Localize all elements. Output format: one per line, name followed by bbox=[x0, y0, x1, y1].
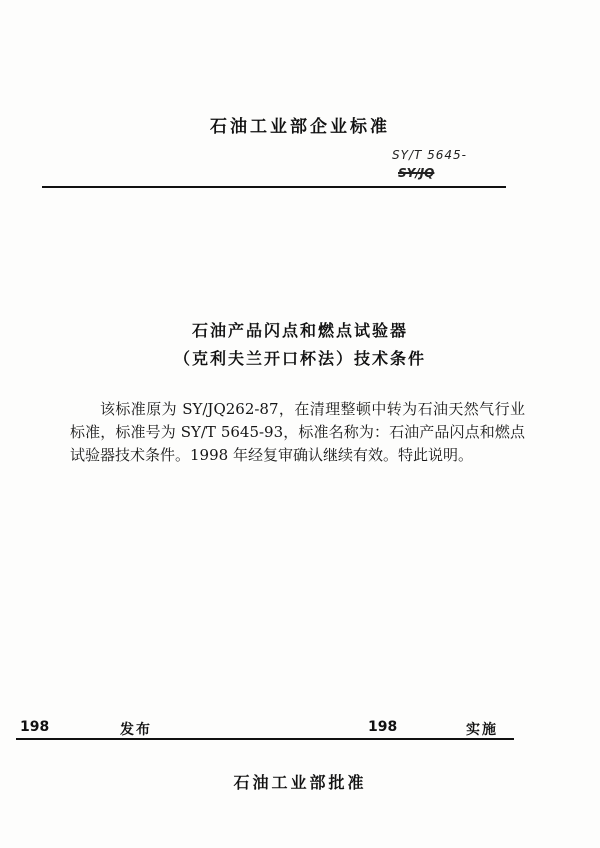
footer-divider bbox=[16, 738, 514, 740]
approver-line: 石油工业部批准 bbox=[233, 773, 367, 792]
header-divider bbox=[42, 186, 506, 188]
document-title-line-1: 石油产品闪点和燃点试验器 bbox=[191, 321, 408, 340]
standard-number-old-struck: SY/JQ bbox=[398, 166, 435, 180]
document-title-line-2: （克利夫兰开口杯法）技术条件 bbox=[173, 349, 426, 368]
organization-header: 石油工业部企业标准 bbox=[210, 117, 390, 137]
implement-year: 198 bbox=[368, 719, 398, 735]
publish-year: 198 bbox=[20, 719, 50, 735]
implement-label: 实施 bbox=[466, 722, 498, 738]
standard-number: SY/T 5645- bbox=[392, 148, 468, 162]
body-paragraph: 该标准原为 SY/JQ262-87，在清理整顿中转为石油天然气行业标准，标准号为 SY/T 5645-93，标准名称为：石油产品闪点和燃点试验器技术条件。1998 年经复审确认继续有效。特此说明。 bbox=[70, 400, 525, 464]
publish-label: 发布 bbox=[120, 722, 152, 738]
